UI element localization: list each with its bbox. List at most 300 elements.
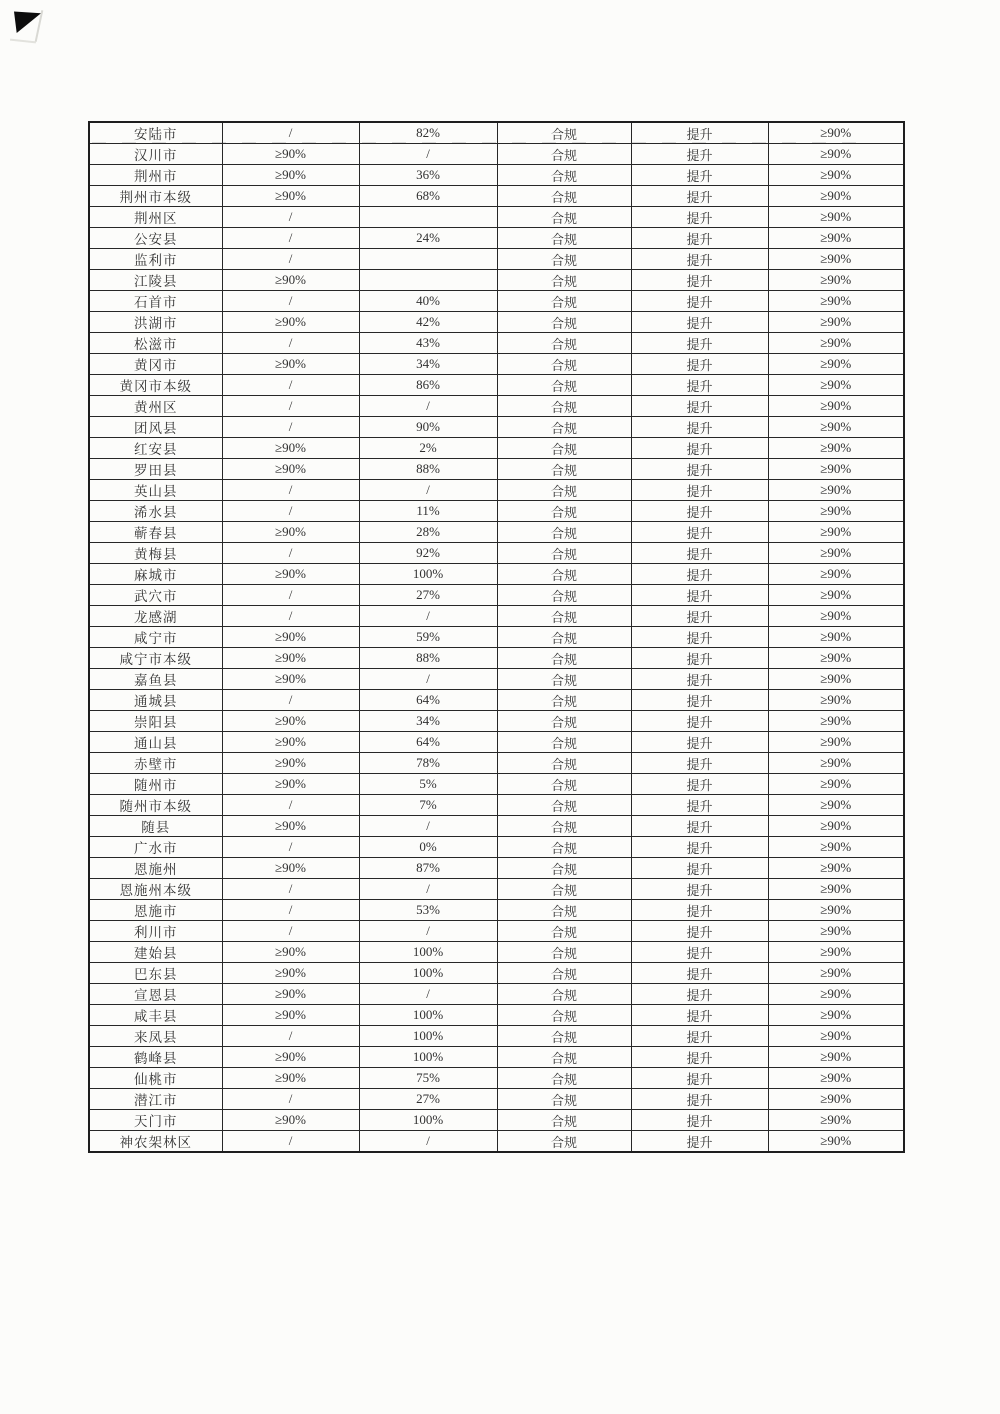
cell-target: ≥90% — [768, 522, 904, 543]
table-row — [89, 1005, 904, 1026]
cell-action: 提升 — [631, 522, 768, 543]
cell-target: ≥90% — [768, 669, 904, 690]
cell-region: 江陵县 — [89, 270, 222, 291]
table-row — [89, 501, 904, 522]
cell-rate-b: 28% — [359, 522, 497, 543]
cell-rate-a: ≥90% — [222, 144, 359, 165]
table-row — [89, 690, 904, 711]
cell-target: ≥90% — [768, 438, 904, 459]
cell-action: 提升 — [631, 900, 768, 921]
table-row — [89, 732, 904, 753]
cell-compliance: 合规 — [497, 816, 631, 837]
cell-region: 崇阳县 — [89, 711, 222, 732]
cell-rate-b: 90% — [359, 417, 497, 438]
cell-region: 咸宁市 — [89, 627, 222, 648]
cell-rate-a: / — [222, 879, 359, 900]
cell-rate-b: 64% — [359, 732, 497, 753]
cell-rate-a: ≥90% — [222, 816, 359, 837]
cell-rate-b: 40% — [359, 291, 497, 312]
cell-action: 提升 — [631, 774, 768, 795]
table-row — [89, 816, 904, 837]
cell-action: 提升 — [631, 186, 768, 207]
cell-rate-b: 34% — [359, 711, 497, 732]
cell-compliance: 合规 — [497, 963, 631, 984]
cell-rate-a: ≥90% — [222, 753, 359, 774]
cell-rate-a: / — [222, 795, 359, 816]
cell-target: ≥90% — [768, 480, 904, 501]
cell-action: 提升 — [631, 921, 768, 942]
cell-rate-a: ≥90% — [222, 858, 359, 879]
cell-rate-b: 5% — [359, 774, 497, 795]
table-row — [89, 837, 904, 858]
cell-compliance: 合规 — [497, 879, 631, 900]
cell-region: 英山县 — [89, 480, 222, 501]
cell-action: 提升 — [631, 795, 768, 816]
cell-target: ≥90% — [768, 144, 904, 165]
cell-target: ≥90% — [768, 858, 904, 879]
cell-target: ≥90% — [768, 753, 904, 774]
cell-action: 提升 — [631, 333, 768, 354]
cell-compliance: 合规 — [497, 921, 631, 942]
table-row — [89, 312, 904, 333]
cell-rate-b: 2% — [359, 438, 497, 459]
cell-compliance: 合规 — [497, 1110, 631, 1131]
cell-rate-a: ≥90% — [222, 942, 359, 963]
cell-action: 提升 — [631, 816, 768, 837]
cell-region: 荆州市本级 — [89, 186, 222, 207]
table-row — [89, 291, 904, 312]
cell-region: 通山县 — [89, 732, 222, 753]
cell-target: ≥90% — [768, 1131, 904, 1153]
cell-rate-a: ≥90% — [222, 984, 359, 1005]
cell-target: ≥90% — [768, 186, 904, 207]
cell-rate-a: ≥90% — [222, 1068, 359, 1089]
cell-compliance: 合规 — [497, 396, 631, 417]
cell-rate-a: ≥90% — [222, 669, 359, 690]
cell-rate-a: ≥90% — [222, 711, 359, 732]
cell-rate-b: 75% — [359, 1068, 497, 1089]
cell-compliance: 合规 — [497, 732, 631, 753]
table-row — [89, 480, 904, 501]
cell-action: 提升 — [631, 879, 768, 900]
cell-compliance: 合规 — [497, 543, 631, 564]
cell-region: 安陆市 — [89, 122, 222, 144]
cell-rate-b: 0% — [359, 837, 497, 858]
table-row — [89, 774, 904, 795]
cell-action: 提升 — [631, 1026, 768, 1047]
cell-target: ≥90% — [768, 921, 904, 942]
region-compliance-table — [88, 121, 905, 1153]
cell-action: 提升 — [631, 228, 768, 249]
cell-rate-a: ≥90% — [222, 165, 359, 186]
cell-action: 提升 — [631, 627, 768, 648]
cell-compliance: 合规 — [497, 753, 631, 774]
cell-action: 提升 — [631, 438, 768, 459]
cell-target: ≥90% — [768, 816, 904, 837]
cell-region: 随州市本级 — [89, 795, 222, 816]
cell-target: ≥90% — [768, 396, 904, 417]
cell-rate-b: 27% — [359, 585, 497, 606]
cell-region: 通城县 — [89, 690, 222, 711]
cell-rate-a: ≥90% — [222, 1005, 359, 1026]
cell-compliance: 合规 — [497, 228, 631, 249]
cell-rate-b: 88% — [359, 459, 497, 480]
cell-target: ≥90% — [768, 417, 904, 438]
cell-rate-b: / — [359, 921, 497, 942]
cell-region: 团风县 — [89, 417, 222, 438]
cell-target: ≥90% — [768, 585, 904, 606]
cell-action: 提升 — [631, 606, 768, 627]
cell-rate-a: / — [222, 543, 359, 564]
cell-rate-a: / — [222, 606, 359, 627]
cell-region: 巴东县 — [89, 963, 222, 984]
cell-target: ≥90% — [768, 501, 904, 522]
cell-rate-a: / — [222, 375, 359, 396]
cell-target: ≥90% — [768, 291, 904, 312]
cell-compliance: 合规 — [497, 144, 631, 165]
table-row — [89, 207, 904, 228]
table-row — [89, 564, 904, 585]
cell-region: 黄梅县 — [89, 543, 222, 564]
cell-compliance: 合规 — [497, 942, 631, 963]
cell-compliance: 合规 — [497, 270, 631, 291]
table-row — [89, 711, 904, 732]
scan-crease-line-2 — [10, 39, 36, 44]
table-row — [89, 249, 904, 270]
cell-compliance: 合规 — [497, 564, 631, 585]
cell-compliance: 合规 — [497, 984, 631, 1005]
cell-region: 赤壁市 — [89, 753, 222, 774]
cell-rate-a: / — [222, 249, 359, 270]
cell-target: ≥90% — [768, 228, 904, 249]
cell-rate-a: ≥90% — [222, 648, 359, 669]
cell-compliance: 合规 — [497, 900, 631, 921]
cell-action: 提升 — [631, 270, 768, 291]
cell-region: 浠水县 — [89, 501, 222, 522]
cell-target: ≥90% — [768, 690, 904, 711]
cell-target: ≥90% — [768, 1110, 904, 1131]
cell-rate-a: ≥90% — [222, 732, 359, 753]
cell-target: ≥90% — [768, 207, 904, 228]
cell-action: 提升 — [631, 354, 768, 375]
table-row — [89, 585, 904, 606]
cell-rate-b: 36% — [359, 165, 497, 186]
table-row — [89, 165, 904, 186]
cell-compliance: 合规 — [497, 1068, 631, 1089]
cell-region: 建始县 — [89, 942, 222, 963]
table-row — [89, 186, 904, 207]
table-row — [89, 122, 904, 144]
cell-region: 天门市 — [89, 1110, 222, 1131]
cell-rate-b: 68% — [359, 186, 497, 207]
cell-rate-b: 100% — [359, 564, 497, 585]
cell-action: 提升 — [631, 417, 768, 438]
cell-region: 黄冈市本级 — [89, 375, 222, 396]
cell-action: 提升 — [631, 291, 768, 312]
cell-target: ≥90% — [768, 1026, 904, 1047]
cell-rate-b: / — [359, 984, 497, 1005]
cell-action: 提升 — [631, 711, 768, 732]
cell-compliance: 合规 — [497, 690, 631, 711]
cell-rate-b: 100% — [359, 963, 497, 984]
cell-target: ≥90% — [768, 122, 904, 144]
cell-action: 提升 — [631, 375, 768, 396]
cell-compliance: 合规 — [497, 291, 631, 312]
cell-region: 黄州区 — [89, 396, 222, 417]
cell-compliance: 合规 — [497, 122, 631, 144]
cell-rate-a: / — [222, 690, 359, 711]
cell-rate-b: 53% — [359, 900, 497, 921]
cell-rate-a: ≥90% — [222, 564, 359, 585]
cell-rate-a: / — [222, 837, 359, 858]
table-row — [89, 921, 904, 942]
cell-rate-b: 100% — [359, 1047, 497, 1068]
table-row — [89, 606, 904, 627]
cell-compliance: 合规 — [497, 1131, 631, 1153]
cell-region: 咸丰县 — [89, 1005, 222, 1026]
cell-region: 龙感湖 — [89, 606, 222, 627]
cell-rate-a: / — [222, 501, 359, 522]
cell-target: ≥90% — [768, 1047, 904, 1068]
cell-rate-a: / — [222, 1089, 359, 1110]
cell-compliance: 合规 — [497, 795, 631, 816]
table-row — [89, 963, 904, 984]
cell-rate-a: / — [222, 228, 359, 249]
cell-region: 鹤峰县 — [89, 1047, 222, 1068]
table-row — [89, 1131, 904, 1153]
cell-rate-b: / — [359, 144, 497, 165]
cell-compliance: 合规 — [497, 837, 631, 858]
cell-rate-a: / — [222, 480, 359, 501]
cell-region: 广水市 — [89, 837, 222, 858]
cell-rate-b: 100% — [359, 1026, 497, 1047]
cell-rate-b: / — [359, 879, 497, 900]
cell-region: 仙桃市 — [89, 1068, 222, 1089]
cell-action: 提升 — [631, 564, 768, 585]
cell-region: 咸宁市本级 — [89, 648, 222, 669]
cell-compliance: 合规 — [497, 1089, 631, 1110]
cell-rate-a: / — [222, 333, 359, 354]
cell-target: ≥90% — [768, 1068, 904, 1089]
cell-compliance: 合规 — [497, 207, 631, 228]
cell-compliance: 合规 — [497, 711, 631, 732]
cell-compliance: 合规 — [497, 774, 631, 795]
cell-rate-b: 78% — [359, 753, 497, 774]
cell-rate-b: 86% — [359, 375, 497, 396]
cell-region: 黄冈市 — [89, 354, 222, 375]
cell-rate-a: / — [222, 921, 359, 942]
cell-compliance: 合规 — [497, 585, 631, 606]
cell-compliance: 合规 — [497, 417, 631, 438]
cell-rate-b: 24% — [359, 228, 497, 249]
cell-compliance: 合规 — [497, 669, 631, 690]
table-row — [89, 648, 904, 669]
cell-action: 提升 — [631, 690, 768, 711]
table-row — [89, 858, 904, 879]
cell-action: 提升 — [631, 1131, 768, 1153]
table-row — [89, 900, 904, 921]
table-row — [89, 1026, 904, 1047]
cell-region: 来凤县 — [89, 1026, 222, 1047]
cell-action: 提升 — [631, 858, 768, 879]
cell-compliance: 合规 — [497, 1026, 631, 1047]
cell-target: ≥90% — [768, 963, 904, 984]
cell-region: 宣恩县 — [89, 984, 222, 1005]
cell-rate-b: 42% — [359, 312, 497, 333]
table-row — [89, 522, 904, 543]
cell-action: 提升 — [631, 459, 768, 480]
cell-action: 提升 — [631, 837, 768, 858]
table-row — [89, 627, 904, 648]
cell-region: 公安县 — [89, 228, 222, 249]
cell-region: 武穴市 — [89, 585, 222, 606]
cell-rate-a: ≥90% — [222, 627, 359, 648]
cell-compliance: 合规 — [497, 249, 631, 270]
cell-action: 提升 — [631, 669, 768, 690]
cell-region: 石首市 — [89, 291, 222, 312]
cell-rate-a: ≥90% — [222, 354, 359, 375]
table-row — [89, 396, 904, 417]
cell-action: 提升 — [631, 1089, 768, 1110]
cell-region: 随县 — [89, 816, 222, 837]
cell-target: ≥90% — [768, 711, 904, 732]
cell-rate-b — [359, 249, 497, 270]
cell-compliance: 合规 — [497, 186, 631, 207]
cell-compliance: 合规 — [497, 522, 631, 543]
cell-rate-b: 11% — [359, 501, 497, 522]
cell-rate-b: 87% — [359, 858, 497, 879]
cell-target: ≥90% — [768, 270, 904, 291]
cell-rate-a: / — [222, 122, 359, 144]
cell-region: 嘉鱼县 — [89, 669, 222, 690]
cell-action: 提升 — [631, 1005, 768, 1026]
table-row — [89, 438, 904, 459]
cell-rate-a: ≥90% — [222, 312, 359, 333]
cell-target: ≥90% — [768, 837, 904, 858]
cell-target: ≥90% — [768, 333, 904, 354]
cell-region: 恩施州本级 — [89, 879, 222, 900]
cell-region: 神农架林区 — [89, 1131, 222, 1153]
cell-rate-a: / — [222, 1131, 359, 1153]
cell-rate-a: ≥90% — [222, 186, 359, 207]
table-row — [89, 1047, 904, 1068]
cell-rate-a: ≥90% — [222, 438, 359, 459]
cell-rate-b: 43% — [359, 333, 497, 354]
cell-rate-b: / — [359, 816, 497, 837]
table-row — [89, 753, 904, 774]
cell-target: ≥90% — [768, 312, 904, 333]
cell-rate-b: 100% — [359, 942, 497, 963]
cell-region: 汉川市 — [89, 144, 222, 165]
cell-region: 恩施州 — [89, 858, 222, 879]
cell-compliance: 合规 — [497, 627, 631, 648]
cell-target: ≥90% — [768, 942, 904, 963]
cell-rate-a: ≥90% — [222, 1047, 359, 1068]
table-row — [89, 333, 904, 354]
cell-compliance: 合规 — [497, 648, 631, 669]
cell-target: ≥90% — [768, 1089, 904, 1110]
cell-rate-a: ≥90% — [222, 522, 359, 543]
cell-region: 罗田县 — [89, 459, 222, 480]
cell-target: ≥90% — [768, 900, 904, 921]
cell-rate-a: / — [222, 900, 359, 921]
cell-action: 提升 — [631, 963, 768, 984]
cell-rate-b: 64% — [359, 690, 497, 711]
cell-action: 提升 — [631, 144, 768, 165]
cell-compliance: 合规 — [497, 354, 631, 375]
table-row — [89, 879, 904, 900]
cell-region: 麻城市 — [89, 564, 222, 585]
table-row — [89, 375, 904, 396]
cell-target: ≥90% — [768, 354, 904, 375]
cell-target: ≥90% — [768, 606, 904, 627]
cell-action: 提升 — [631, 543, 768, 564]
cell-rate-b: 34% — [359, 354, 497, 375]
table-row — [89, 1089, 904, 1110]
cell-compliance: 合规 — [497, 165, 631, 186]
cell-region: 恩施市 — [89, 900, 222, 921]
table-row — [89, 942, 904, 963]
cell-target: ≥90% — [768, 984, 904, 1005]
cell-compliance: 合规 — [497, 459, 631, 480]
cell-rate-b: 59% — [359, 627, 497, 648]
cell-action: 提升 — [631, 1068, 768, 1089]
cell-action: 提升 — [631, 648, 768, 669]
cell-action: 提升 — [631, 480, 768, 501]
table-row — [89, 1068, 904, 1089]
cell-target: ≥90% — [768, 627, 904, 648]
cell-compliance: 合规 — [497, 333, 631, 354]
cell-action: 提升 — [631, 753, 768, 774]
cell-rate-a: / — [222, 417, 359, 438]
cell-rate-b: / — [359, 669, 497, 690]
cell-action: 提升 — [631, 122, 768, 144]
cell-rate-b: 27% — [359, 1089, 497, 1110]
cell-action: 提升 — [631, 396, 768, 417]
cell-action: 提升 — [631, 249, 768, 270]
cell-compliance: 合规 — [497, 1005, 631, 1026]
cell-action: 提升 — [631, 942, 768, 963]
cell-target: ≥90% — [768, 774, 904, 795]
cell-compliance: 合规 — [497, 606, 631, 627]
cell-region: 红安县 — [89, 438, 222, 459]
cell-rate-a: ≥90% — [222, 270, 359, 291]
table-row — [89, 984, 904, 1005]
cell-compliance: 合规 — [497, 375, 631, 396]
cell-compliance: 合规 — [497, 438, 631, 459]
cell-region: 荆州市 — [89, 165, 222, 186]
table-row — [89, 795, 904, 816]
cell-rate-a: / — [222, 207, 359, 228]
cell-compliance: 合规 — [497, 858, 631, 879]
cell-target: ≥90% — [768, 249, 904, 270]
cell-rate-b: / — [359, 606, 497, 627]
cell-target: ≥90% — [768, 375, 904, 396]
cell-rate-b: 82% — [359, 122, 497, 144]
cell-rate-b: 88% — [359, 648, 497, 669]
cell-compliance: 合规 — [497, 480, 631, 501]
cell-rate-a: / — [222, 585, 359, 606]
cell-action: 提升 — [631, 207, 768, 228]
cell-target: ≥90% — [768, 648, 904, 669]
cell-target: ≥90% — [768, 795, 904, 816]
cell-region: 随州市 — [89, 774, 222, 795]
cell-region: 监利市 — [89, 249, 222, 270]
cell-action: 提升 — [631, 165, 768, 186]
cell-rate-a: ≥90% — [222, 1110, 359, 1131]
cell-action: 提升 — [631, 585, 768, 606]
cell-action: 提升 — [631, 1047, 768, 1068]
